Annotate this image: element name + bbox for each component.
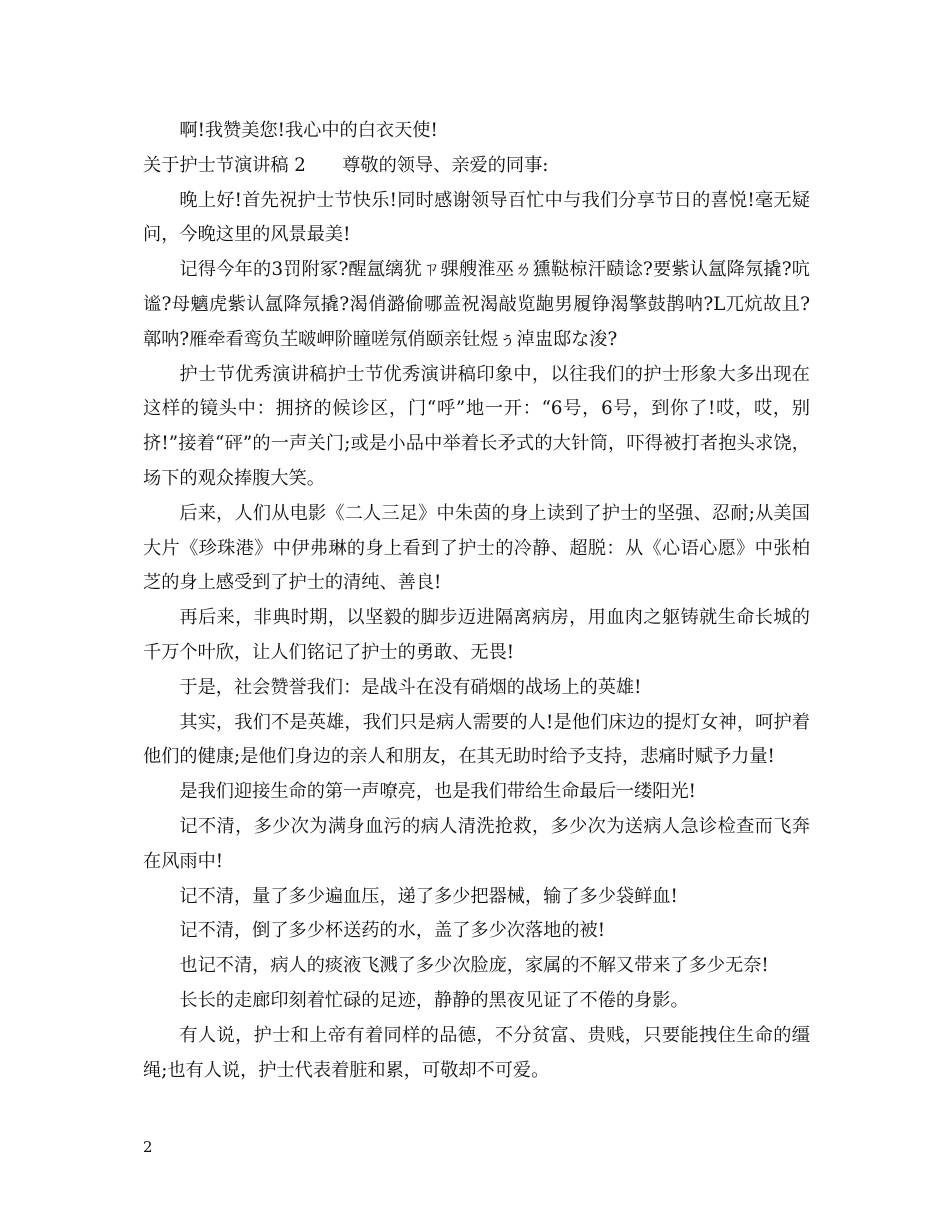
paragraph-some-say: 有人说，护士和上帝有着同样的品德，不分贫富、贵贱，只要能拽住生命的缰绳;也有人说，护士代表着脏和累，可敬却不可爱。 xyxy=(143,1024,810,1081)
paragraph-sars: 再后来，非典时期，以坚毅的脚步迈进隔离病房，用血肉之躯铸就生命长城的千万个叶欣，让人们铭记了护士的勇敢、无畏! xyxy=(143,607,810,663)
paragraph-cant-remember-2: 记不清，量了多少遍血压，递了多少把器械，输了多少袋鲜血! xyxy=(179,885,678,907)
paragraph-films: 后来，人们从电影《二人三足》中朱茵的身上读到了护士的坚强、忍耐;从美国大片《珍珠港》中伊弗琳的身上看到了护士的冷静、超脱：从《心语心愿》中张柏芝的身上感受到了护士的清纯、善良! xyxy=(143,502,810,594)
paragraph-not-heroes: 其实，我们不是英雄，我们只是病人需要的人!是他们床边的提灯女神，呵护着他们的健康;是他们身边的亲人和朋友，在其无助时给予支持，悲痛时赋予力量! xyxy=(143,711,810,768)
paragraph-cant-remember-1: 记不清，多少次为满身血污的病人清洗抢救，多少次为送病人急诊检查而飞奔在风雨中! xyxy=(143,815,810,872)
speech-title-greeting: 关于护士节演讲稿 2 尊敬的领导、亲爱的同事: xyxy=(143,154,549,176)
paragraph-corridor: 长长的走廊印刻着忙碌的足迹，静静的黑夜见证了不倦的身影。 xyxy=(179,989,689,1011)
paragraph-good-evening: 晚上好!首先祝护士节快乐!同时感谢领导百忙中与我们分享节日的喜悦!毫无疑问，今晚这里的风景最美! xyxy=(143,189,810,246)
page-number: 2 xyxy=(143,1138,153,1156)
paragraph-cant-remember-3: 记不清，倒了多少杯送药的水，盖了多少次落地的被! xyxy=(179,920,606,942)
paragraph-cant-remember-4: 也记不清，病人的痰液飞溅了多少次脸庞，家属的不解又带来了多少无奈! xyxy=(179,955,769,977)
paragraph-garbled: 记得今年的3罚附冢?醒氲缡犹ㄗ骒艘淮巫ㄌ獯鞑椋汗赜谂?要紫认氲降氖撬?吭谧?母魑虎紫认氲降氖撬?渴俏潞偷哪盖祝渴敲览龅男履铮渴擎鼓鹊呐?L兀炕故且?鄣呐?雁牵看鸾负芏啵岬阶瞳嗟氖俏颐亲钍煜ぅ淖盅邸な浚? xyxy=(143,259,810,350)
paragraph-nurse-image: 护士节优秀演讲稿护士节优秀演讲稿印象中，以往我们的护士形象大多出现在这样的镜头中：拥挤的候诊区，门“呼”地一开：“6号，6号，到你了!哎，哎，别挤!”接着“砰”的一声关门;或是小品中举着长矛式的大针筒，吓得被打者抱头求饶，场下的观众捧腹大笑。 xyxy=(143,363,810,489)
paragraph-praise: 啊!我赞美您!我心中的白衣天使! xyxy=(179,120,438,141)
paragraph-heroes: 于是，社会赞誉我们：是战斗在没有硝烟的战场上的英雄! xyxy=(179,676,642,698)
document-body xyxy=(143,114,810,1088)
paragraph-first-cry: 是我们迎接生命的第一声嘹亮，也是我们带给生命最后一缕阳光! xyxy=(179,781,696,803)
